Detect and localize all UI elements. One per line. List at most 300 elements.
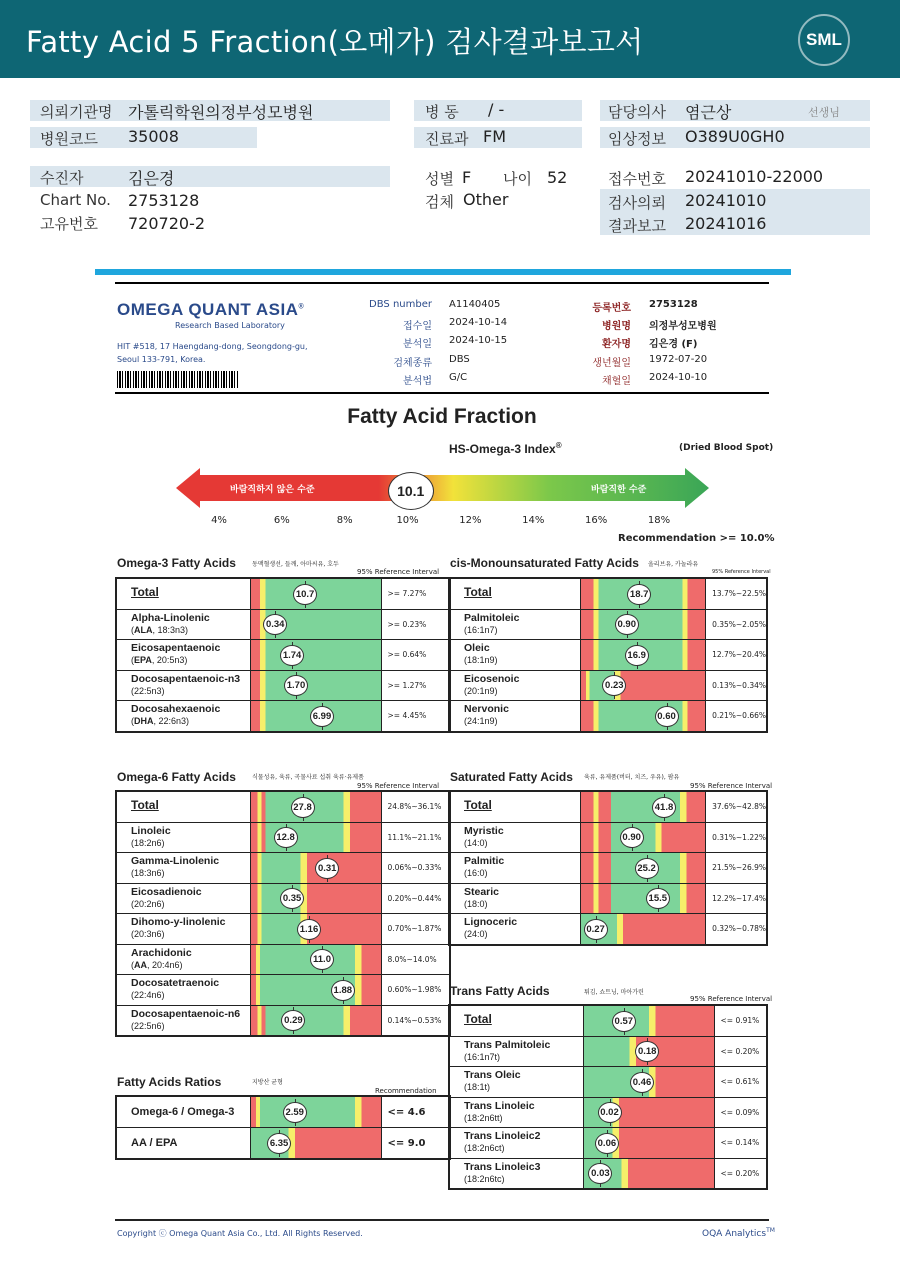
fatty-acid-name-text: Total — [464, 585, 492, 599]
request-value: 20241010 — [685, 191, 767, 210]
result-value-marker: 1.88 — [331, 980, 355, 1001]
ward-label: 병 동 — [425, 103, 459, 121]
fatty-acid-notation-text: (18:0) — [464, 898, 488, 909]
meta-label: DBS number — [369, 299, 432, 310]
result-value-marker: 25.2 — [635, 858, 659, 879]
meta-label: 환자명 — [602, 339, 631, 351]
fatty-acid-notation-text: , 22:6n3 — [153, 716, 187, 726]
mono-title: cis-Monounsaturated Fatty Acids — [450, 556, 639, 570]
reference-bar — [581, 884, 705, 914]
clinical-value: O389U0GH0 — [685, 127, 785, 146]
meta-label: 생년월일 — [592, 357, 631, 369]
fatty-acid-name — [450, 884, 580, 910]
fatty-acid-notation-text: (14:0) — [464, 837, 488, 848]
result-bar-cell — [583, 1067, 714, 1098]
fatty-acid-notation: (DHA, 22:6n3) — [131, 716, 190, 726]
omega3-subtitle: 동맥혈생선, 들깨, 아마씨유, 호두 — [252, 561, 339, 568]
row-name-cell — [449, 822, 580, 853]
reference-range: <= 9.0 — [381, 1128, 450, 1160]
reference-range: >= 0.64% — [381, 640, 450, 671]
fatty-acid-notation-text: (20:3n6) — [131, 929, 165, 939]
fatty-acid-name-text: Docosahexaenoic — [131, 703, 221, 715]
specimen-value: Other — [463, 190, 509, 209]
row-name-cell — [449, 853, 580, 884]
fatty-acid-notation-text: (22:4n6) — [131, 990, 165, 1000]
result-value-marker: 0.29 — [281, 1010, 305, 1031]
saturated-table — [448, 790, 768, 946]
reference-bar — [581, 579, 705, 609]
result-bar-cell — [250, 701, 381, 732]
fatty-acid-name-text: Docosatetraenoic — [131, 977, 220, 989]
age-value: 52 — [547, 168, 568, 187]
fatty-acid-notation — [131, 1021, 250, 1032]
lab-trademark: ® — [298, 303, 305, 311]
reference-bar — [251, 853, 381, 883]
ratios-title: Fatty Acids Ratios — [117, 1075, 222, 1089]
fatty-acid-notation — [464, 1143, 583, 1154]
fatty-acid-name-text: Trans Linoleic2 — [464, 1130, 541, 1142]
index-bad-label: 바람직하지 않은 수준 — [230, 485, 315, 495]
index-recommendation: Recommendation >= 10.0% — [618, 533, 775, 544]
divider — [115, 282, 769, 284]
reference-bar — [251, 914, 381, 944]
fatty-acid-notation: (EPA, 20:5n3) — [131, 655, 188, 665]
index-title-text: HS-Omega-3 Index — [449, 442, 556, 456]
result-value-marker: 27.8 — [291, 797, 315, 818]
saturated-ref-header: 95% Reference Interval — [690, 782, 773, 790]
meta-label: 병원명 — [602, 321, 631, 333]
fatty-acid-name-text: Total — [131, 585, 159, 599]
reference-range: 13.7%~22.5% — [706, 578, 767, 609]
reference-bar — [581, 610, 705, 640]
sex-label: 성별 — [425, 170, 454, 188]
fatty-acid-notation-text: (18:1n9) — [464, 655, 498, 665]
result-bar-cell — [250, 883, 381, 914]
fatty-acid-name-text: Palmitic — [464, 855, 505, 867]
result-bar-cell — [250, 1128, 381, 1160]
doctor-label: 담당의사 — [608, 103, 666, 121]
meta-label: 등록번호 — [592, 303, 631, 314]
footer-copyright: Copyright ⓒ Omega Quant Asia Co., Ltd. All Rights Reserved. — [117, 1229, 363, 1238]
row-name-cell — [116, 822, 250, 853]
ratios-subtitle: 지방산 균형 — [252, 1079, 283, 1086]
report-heading: Fatty Acid Fraction — [347, 405, 537, 428]
result-value-marker: 0.31 — [315, 858, 339, 879]
reference-bar — [251, 1128, 381, 1158]
fatty-acid-name-text: Dihomo-y-linolenic — [131, 916, 226, 928]
fatty-acid-abbrev: DHA — [134, 716, 154, 726]
fatty-acid-name — [450, 1159, 583, 1185]
reference-bar — [584, 1037, 714, 1067]
fatty-acid-name-text: Total — [464, 798, 492, 812]
fatty-acid-notation-text: (18:2n6) — [131, 837, 165, 848]
mono-ref-header: 95% Reference Interval — [712, 569, 771, 575]
fatty-acid-notation-text: , 20:5n3 — [151, 655, 185, 665]
fatty-acid-name-text: Eicosadienoic — [131, 885, 202, 898]
reference-bar — [584, 1006, 714, 1036]
uid-value: 720720-2 — [128, 214, 206, 233]
table-row — [449, 640, 767, 671]
fatty-acid-notation: (ALA, 18:3n3) — [131, 624, 189, 635]
fatty-acid-notation — [131, 868, 250, 879]
row-name-cell — [116, 883, 250, 914]
index-title — [449, 441, 562, 456]
footer-tm: TM — [766, 1227, 775, 1234]
code-value: 35008 — [128, 127, 179, 146]
omega6-ref-header: 95% Reference Interval — [357, 782, 440, 790]
result-value-marker: 6.35 — [267, 1133, 291, 1154]
omega6-table — [115, 790, 451, 1037]
result-bar-cell — [250, 1096, 381, 1128]
fatty-acid-name-text: Lignoceric — [464, 916, 518, 928]
fatty-acid-name-text: Total — [464, 1012, 492, 1026]
result-value-marker: 0.23 — [602, 675, 626, 696]
row-name-cell — [116, 578, 250, 609]
reference-range: <= 0.09% — [714, 1097, 767, 1128]
fatty-acid-notation-text: (16:1n7) — [464, 624, 498, 635]
row-name-cell — [116, 670, 250, 701]
fatty-acid-name-text: Gamma-Linolenic — [131, 855, 220, 867]
trans-title: Trans Fatty Acids — [450, 984, 550, 998]
result-bar-cell — [250, 822, 381, 853]
result-bar-cell — [580, 578, 705, 609]
fatty-acid-name-text: Docosapentaenoic-n3 — [131, 672, 241, 685]
fatty-acid-name — [117, 701, 250, 727]
table-row — [116, 1096, 450, 1128]
row-name-cell — [449, 1005, 583, 1036]
fatty-acid-name-text: Docosapentaenoic-n6 — [131, 1007, 241, 1020]
reference-range: 12.2%~17.4% — [706, 883, 767, 914]
result-value-marker: 1.16 — [297, 919, 321, 940]
result-value-marker: 0.57 — [612, 1011, 636, 1032]
reference-range: <= 0.20% — [714, 1036, 767, 1067]
reference-range: <= 0.61% — [714, 1067, 767, 1098]
receipt-value: 20241010-22000 — [685, 167, 824, 186]
fatty-acid-name — [117, 975, 250, 1001]
reference-bar — [581, 671, 705, 701]
barcode — [117, 371, 239, 388]
result-bar-cell — [250, 609, 381, 640]
table-row — [449, 1067, 767, 1098]
table-row — [449, 1128, 767, 1159]
result-bar-cell — [583, 1005, 714, 1036]
fatty-acid-notation-text: , 20:4n6 — [147, 959, 180, 970]
address-line: Seoul 133-791, Korea. — [117, 355, 206, 364]
result-value-marker: 0.03 — [588, 1163, 612, 1184]
reference-bar — [584, 1159, 714, 1189]
row-name-cell — [449, 1158, 583, 1189]
reference-range: 8.0%~14.0% — [381, 944, 450, 975]
index-tick: 18% — [647, 515, 671, 526]
specimen-label: 검체 — [425, 193, 454, 211]
row-name-cell — [449, 883, 580, 914]
omega3-title: Omega-3 Fatty Acids — [117, 556, 236, 570]
table-row — [449, 1158, 767, 1189]
sml-logo: SML — [798, 14, 850, 66]
row-name-cell — [449, 1036, 583, 1067]
trans-ref-header: 95% Reference Interval — [690, 995, 773, 1003]
table-row — [449, 1036, 767, 1067]
fatty-acid-name — [450, 1128, 583, 1154]
reference-range: 0.06%~0.33% — [381, 853, 450, 884]
reference-range: 0.32%~0.78% — [706, 914, 767, 945]
result-bar-cell — [250, 914, 381, 945]
reference-range: >= 7.27% — [381, 578, 450, 609]
saturated-subtitle: 육류, 유제품(버터, 치즈, 우유), 팜유 — [584, 774, 680, 781]
reference-range: 37.6%~42.8% — [706, 791, 767, 822]
fatty-acid-notation — [464, 686, 580, 697]
result-bar-cell — [250, 578, 381, 609]
divider — [115, 392, 769, 394]
table-row — [116, 853, 450, 884]
fatty-acid-notation-text: (18:2n6tt) — [464, 1112, 503, 1123]
omega-quant-logo — [117, 300, 304, 320]
index-good-label: 바람직한 수준 — [591, 485, 647, 495]
omega3-table — [115, 577, 451, 733]
fatty-acid-notation-text: (18:2n6ct) — [464, 1143, 505, 1153]
fatty-acid-notation-text: (18:3n6) — [131, 868, 165, 878]
fatty-acid-notation-text: (22:5n6) — [131, 1020, 165, 1031]
result-value-marker: 16.9 — [625, 645, 649, 666]
result-bar-cell — [580, 670, 705, 701]
table-row — [116, 791, 450, 822]
fatty-acid-notation-text: , 18:3n3 — [152, 624, 186, 635]
row-name-cell — [449, 1067, 583, 1098]
reference-range: 0.35%~2.05% — [706, 609, 767, 640]
result-value-marker: 6.99 — [310, 706, 334, 727]
reference-range: 11.1%~21.1% — [381, 822, 450, 853]
index-tick: 12% — [459, 515, 482, 526]
fatty-acid-name-text: Alpha-Linolenic — [131, 611, 210, 624]
fatty-acid-notation — [464, 1082, 583, 1093]
fatty-acid-name — [117, 1097, 250, 1119]
result-bar-cell — [583, 1158, 714, 1189]
fatty-acid-name-text: Stearic — [464, 885, 500, 898]
reference-range: 21.5%~26.9% — [706, 853, 767, 884]
table-row — [116, 1128, 450, 1160]
reference-bar — [251, 975, 381, 1005]
meta-value: 2753128 — [649, 299, 698, 310]
meta-label: 분석일 — [403, 339, 432, 351]
table-row — [116, 914, 450, 945]
index-tick: 10% — [396, 515, 419, 526]
result-bar-cell — [250, 791, 381, 822]
fatty-acid-notation — [131, 838, 250, 849]
result-bar-cell — [583, 1128, 714, 1159]
fatty-acid-name-text: Trans Linoleic3 — [464, 1160, 541, 1173]
reference-range: >= 4.45% — [381, 701, 450, 732]
age-label: 나이 — [503, 170, 532, 188]
omega6-subtitle: 식물성유, 육류, 곡물사료 섭취 육류·유제품 — [252, 774, 364, 781]
fatty-acid-abbrev: ALA — [134, 624, 153, 635]
institution-label: 의뢰기관명 — [40, 103, 113, 121]
fatty-acid-notation-text: (22:5n3) — [131, 685, 165, 696]
fatty-acid-name — [450, 701, 580, 727]
row-name-cell — [116, 701, 250, 732]
fatty-acid-name-text: AA / EPA — [131, 1137, 178, 1149]
doctor-suffix: 선생님 — [808, 106, 840, 119]
fatty-acid-notation — [464, 1174, 583, 1185]
result-bar-cell — [580, 853, 705, 884]
lab-name: OMEGA QUANT ASIA — [117, 300, 299, 319]
reference-bar — [251, 792, 381, 822]
report-header — [0, 0, 900, 78]
reference-bar — [581, 792, 705, 822]
fatty-acid-notation — [464, 1113, 583, 1124]
fatty-acid-abbrev: AA — [134, 959, 147, 970]
fatty-acid-notation — [464, 899, 580, 910]
reference-range: 0.21%~0.66% — [706, 701, 767, 732]
meta-label: 접수일 — [403, 321, 432, 333]
mono-subtitle: 올리브유, 카놀라유 — [648, 561, 699, 568]
result-value-marker: 0.27 — [584, 919, 608, 940]
row-name-cell — [116, 975, 250, 1006]
reference-bar — [584, 1067, 714, 1097]
table-row — [449, 1005, 767, 1036]
meta-label: 분석법 — [403, 375, 432, 387]
trans-subtitle: 튀김, 쇼트닝, 마아가린 — [584, 989, 644, 996]
fatty-acid-name-text: Arachidonic — [131, 946, 192, 959]
result-bar-cell — [580, 883, 705, 914]
index-value-marker: 10.1 — [388, 472, 434, 510]
reference-range: <= 4.6 — [381, 1096, 450, 1128]
row-name-cell — [449, 609, 580, 640]
lab-subtitle: Research Based Laboratory — [175, 321, 285, 330]
reference-bar — [251, 1006, 381, 1036]
meta-value: 의정부성모병원 — [649, 321, 717, 333]
reference-range: 0.60%~1.98% — [381, 975, 450, 1006]
row-name-cell — [116, 609, 250, 640]
fatty-acid-name-text: Total — [131, 798, 159, 812]
fatty-acid-name — [117, 579, 250, 599]
index-tick: 14% — [522, 515, 545, 526]
table-row — [116, 670, 450, 701]
fatty-acid-name — [450, 1067, 583, 1093]
table-row — [449, 701, 767, 732]
meta-value: 1972-07-20 — [649, 353, 708, 365]
result-bar-cell — [250, 975, 381, 1006]
fatty-acid-name-text: Oleic — [464, 642, 490, 654]
reference-bar — [581, 701, 705, 731]
ratios-ref-header: Recommendation — [375, 1087, 437, 1095]
meta-value: 2024-10-15 — [449, 335, 508, 347]
fatty-acid-name — [450, 823, 580, 849]
fatty-acid-notation — [464, 1052, 583, 1063]
row-name-cell — [449, 914, 580, 945]
fatty-acid-notation — [464, 838, 580, 849]
table-row — [449, 791, 767, 822]
reference-bar — [251, 579, 381, 609]
fatty-acid-name — [117, 853, 250, 879]
meta-value: G/C — [449, 371, 468, 383]
result-bar-cell — [250, 853, 381, 884]
result-bar-cell — [580, 822, 705, 853]
reference-bar — [251, 1097, 381, 1127]
fatty-acid-name — [117, 914, 250, 940]
result-bar-cell — [580, 640, 705, 671]
fatty-acid-notation-text: (18:1t) — [464, 1082, 491, 1092]
fatty-acid-notation — [131, 686, 250, 697]
result-value-marker: 0.90 — [615, 614, 639, 635]
fatty-acid-name — [450, 792, 580, 812]
row-name-cell — [449, 670, 580, 701]
table-row — [116, 883, 450, 914]
code-label: 병원코드 — [40, 130, 98, 148]
mono-table — [448, 577, 768, 733]
reference-range: <= 0.20% — [714, 1158, 767, 1189]
table-row — [449, 670, 767, 701]
fatty-acid-name — [117, 610, 250, 636]
result-bar-cell — [580, 914, 705, 945]
result-bar-cell — [250, 640, 381, 671]
reference-range: 0.20%~0.44% — [381, 883, 450, 914]
reference-bar — [251, 823, 381, 853]
result-value-marker: 2.59 — [283, 1102, 307, 1123]
reference-bar — [251, 671, 381, 701]
result-value-marker: 0.90 — [620, 827, 644, 848]
reference-bar — [251, 610, 381, 640]
fatty-acid-notation — [464, 716, 580, 727]
row-name-cell — [116, 914, 250, 945]
table-row — [449, 883, 767, 914]
reference-bar — [581, 853, 705, 883]
fatty-acid-notation — [464, 655, 580, 666]
row-name-cell — [116, 640, 250, 671]
table-row — [116, 944, 450, 975]
report-label: 결과보고 — [608, 217, 666, 235]
doctor-value: 염근상 — [685, 103, 732, 122]
reference-range: >= 1.27% — [381, 670, 450, 701]
table-row — [116, 822, 450, 853]
row-name-cell — [116, 944, 250, 975]
table-row — [449, 822, 767, 853]
result-bar-cell — [583, 1036, 714, 1067]
row-name-cell — [449, 640, 580, 671]
table-row — [449, 1097, 767, 1128]
fatty-acid-name-text: Myristic — [464, 824, 504, 837]
row-name-cell — [116, 1096, 250, 1128]
fatty-acid-name-text: Trans Linoleic — [464, 1099, 535, 1112]
result-bar-cell — [580, 791, 705, 822]
fatty-acid-abbrev: EPA — [134, 655, 152, 665]
meta-value: A1140405 — [449, 299, 501, 310]
result-bar-cell — [250, 1005, 381, 1036]
fatty-acid-name — [117, 671, 250, 697]
reference-bar — [581, 823, 705, 853]
row-name-cell — [116, 791, 250, 822]
result-value-marker: 10.7 — [293, 584, 317, 605]
result-value-marker: 0.34 — [263, 614, 287, 635]
result-value-marker: 0.60 — [655, 706, 679, 727]
fatty-acid-name-text: Omega-6 / Omega-3 — [131, 1106, 235, 1118]
fatty-acid-notation — [131, 929, 250, 940]
table-row — [449, 578, 767, 609]
fatty-acid-name — [450, 914, 580, 940]
lab-address — [117, 340, 317, 366]
row-name-cell — [449, 701, 580, 732]
fatty-acid-name — [450, 1006, 583, 1026]
row-name-cell — [116, 1005, 250, 1036]
receipt-label: 접수번호 — [608, 170, 666, 188]
fatty-acid-name — [117, 945, 250, 971]
meta-label: 채혈일 — [602, 375, 631, 387]
chart-label: Chart No. — [40, 191, 111, 209]
reference-range: <= 0.91% — [714, 1005, 767, 1036]
report-title: Fatty Acid 5 Fraction(오메가) 검사결과보고서 — [26, 25, 644, 59]
fatty-acid-name-text: Eicosapentaenoic — [131, 642, 221, 654]
reference-range: >= 0.23% — [381, 609, 450, 640]
result-value-marker: 0.46 — [630, 1072, 654, 1093]
